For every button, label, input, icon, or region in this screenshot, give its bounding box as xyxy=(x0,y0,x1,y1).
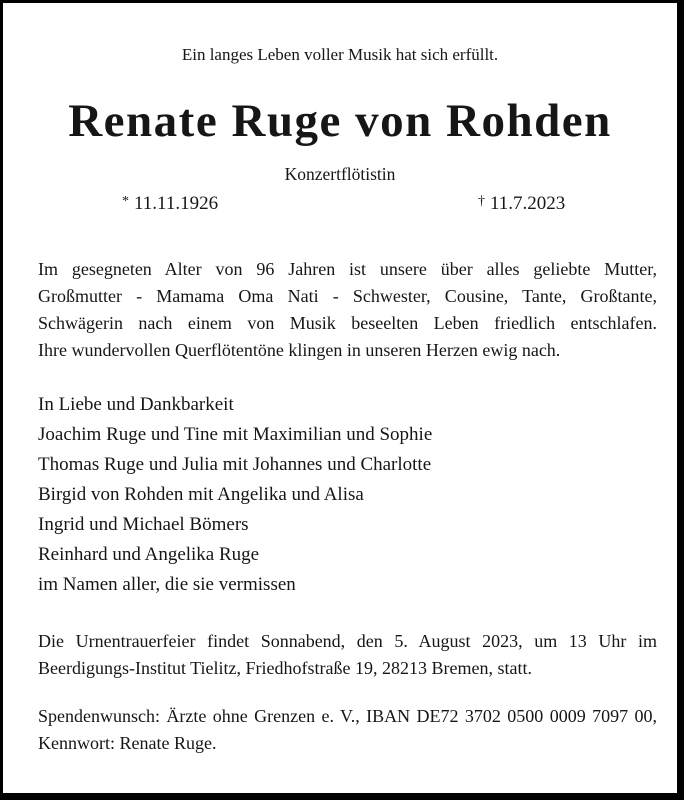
death-date xyxy=(478,193,565,215)
donation-info xyxy=(3,703,677,757)
donation-line: Kennwort: Renate Ruge. xyxy=(38,733,217,753)
mourner-line: Joachim Ruge und Tine mit Maximilian und Sophie xyxy=(38,424,433,445)
donation-line: Spendenwunsch: Ärzte ohne Grenzen e. V., IBAN DE72 3702 0500 0009 7097 00, xyxy=(38,706,657,726)
death-date-value: 11.7.2023 xyxy=(490,193,566,214)
mourner-line: Thomas Ruge und Julia mit Johannes und Charlotte xyxy=(38,454,432,475)
body-line: Im gesegneten Alter von 96 Jahren ist unsere über alles geliebte Mutter, xyxy=(38,259,657,279)
mourners-closing: im Namen aller, die sie vermissen xyxy=(38,574,296,595)
service-line: Die Urnentrauerfeier findet Sonnabend, den 5. August 2023, um 13 Uhr im xyxy=(38,631,657,651)
mourner-line: Reinhard und Angelika Ruge xyxy=(38,544,260,565)
obituary-body xyxy=(3,256,677,364)
body-line: Schwägerin nach einem von Musik beseelten Leben friedlich entschlafen. xyxy=(38,313,657,333)
epigraph: Ein langes Leben voller Musik hat sich erfüllt. xyxy=(181,45,499,64)
mourners-intro: In Liebe und Dankbarkeit xyxy=(38,394,234,415)
service-info xyxy=(3,628,677,682)
body-line: Ihre wundervollen Querflötentöne klingen in unseren Herzen ewig nach. xyxy=(38,340,561,360)
deceased-name: Renate Ruge von Rohden xyxy=(68,95,612,147)
dates-row xyxy=(3,193,677,217)
birth-date xyxy=(122,193,218,215)
birth-star-symbol: * xyxy=(122,194,129,209)
birth-date-value: 11.11.1926 xyxy=(134,193,219,214)
mourners-list xyxy=(3,390,677,600)
service-line: Beerdigungs-Institut Tielitz, Friedhofstraße 19, 28213 Bremen, statt. xyxy=(38,658,532,678)
mourner-line: Birgid von Rohden mit Angelika und Alisa xyxy=(38,484,364,505)
death-dagger-symbol: † xyxy=(478,194,485,209)
mourner-line: Ingrid und Michael Bömers xyxy=(38,514,249,535)
profession: Konzertflötistin xyxy=(284,164,396,184)
body-line: Großmutter - Mamama Oma Nati - Schwester, Cousine, Tante, Großtante, xyxy=(38,286,657,306)
